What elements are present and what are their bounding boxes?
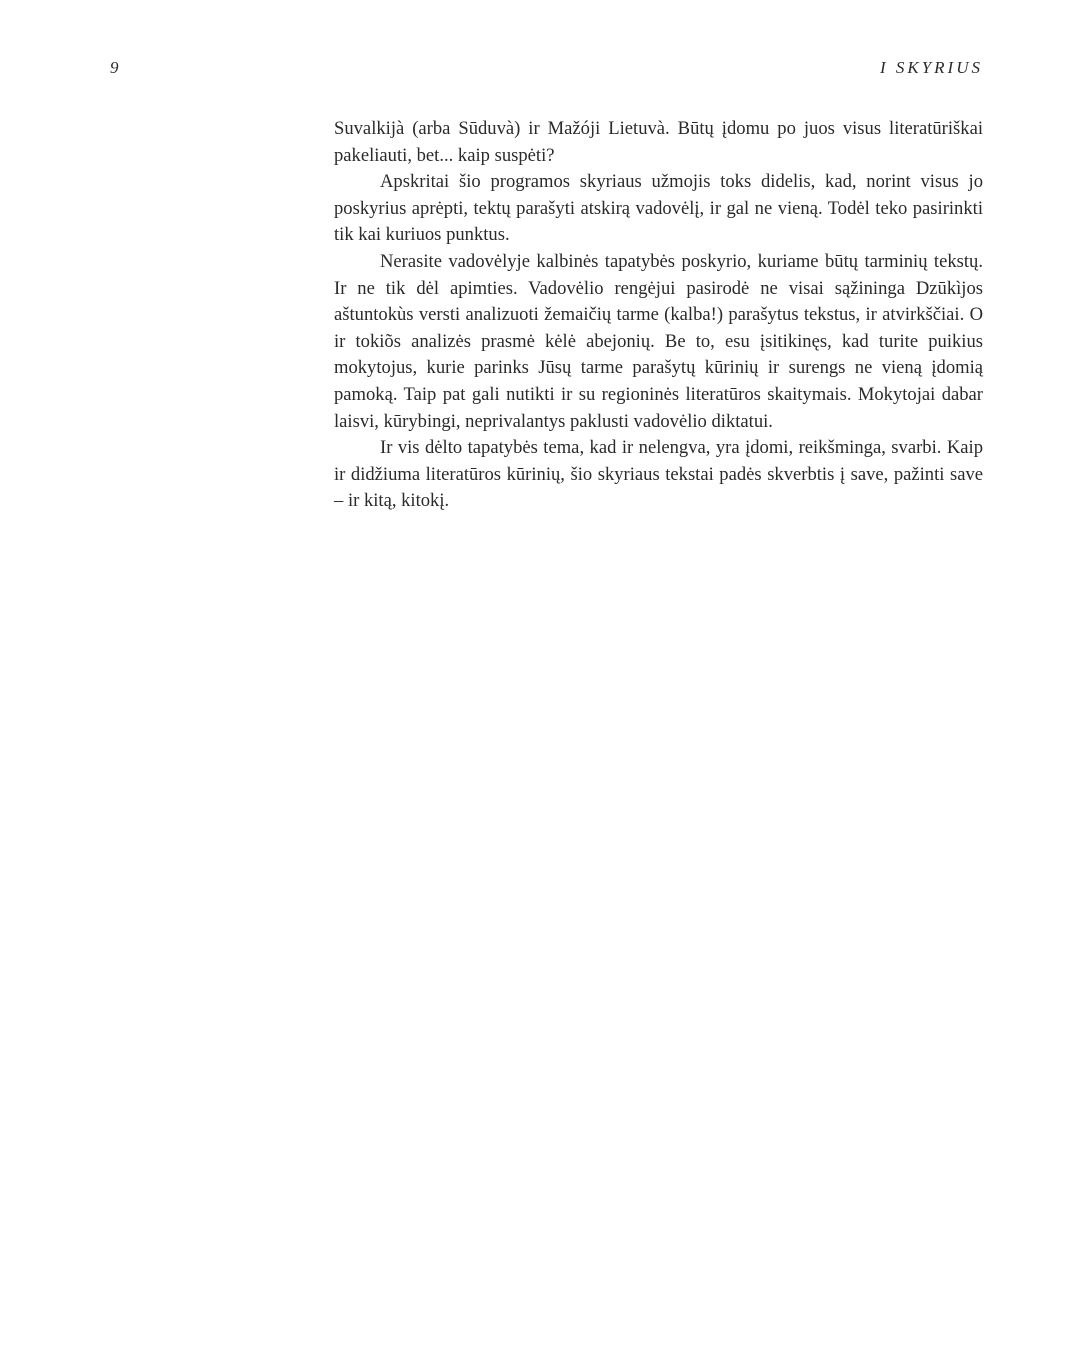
running-head: I SKYRIUS (879, 58, 983, 77)
paragraph: Suvalkijà (arba Sūduvà) ir Mažóji Lietuvà. Būtų įdomu po juos visus literatūriškai pakeliauti, bet... kaip suspėti? (334, 118, 983, 166)
paragraph: Ir vis dėlto tapatybės tema, kad ir nelengva, yra įdomi, reikšminga, svarbi. Kaip ir didžiuma literatūros kūrinių, šio skyriaus tekstai padės skverbtis į save, pažinti save – ir kitą, kitokį. (334, 437, 983, 512)
paragraph: Apskritai šio programos skyriaus užmojis toks didelis, kad, norint visus jo poskyrius aprėpti, tektų parašyti atskirą vadovėlį, ir gal ne vieną. Todėl teko pasirinkti tik kai kuriuos punktus. (334, 171, 983, 246)
page-number: 9 (110, 58, 120, 77)
body-text (334, 116, 983, 515)
paragraph: Nerasite vadovėlyje kalbinės tapatybės poskyrio, kuriame būtų tarminių tekstų. Ir ne tik dėl apimties. Vadovėlio rengėjui pasirodė ne visai sąžininga Dzūkìjos aštuntokùs versti analizuoti žemaičių tarme (kalba!) parašytus tekstus, ir atvirkščiai. O ir tokiõs analizės prasmė kėlė abejonių. Be to, esu įsitikinęs, kad turite puikius mokytojus, kurie parinks Jūsų tarme parašytų kūrinių ir surengs ne vieną įdomią pamoką. Taip pat gali nutikti ir su regioninės literatūros skaitymais. Mokytojai dabar laisvi, kūrybingi, neprivalantys paklusti vadovėlio diktatui. (334, 250, 983, 432)
